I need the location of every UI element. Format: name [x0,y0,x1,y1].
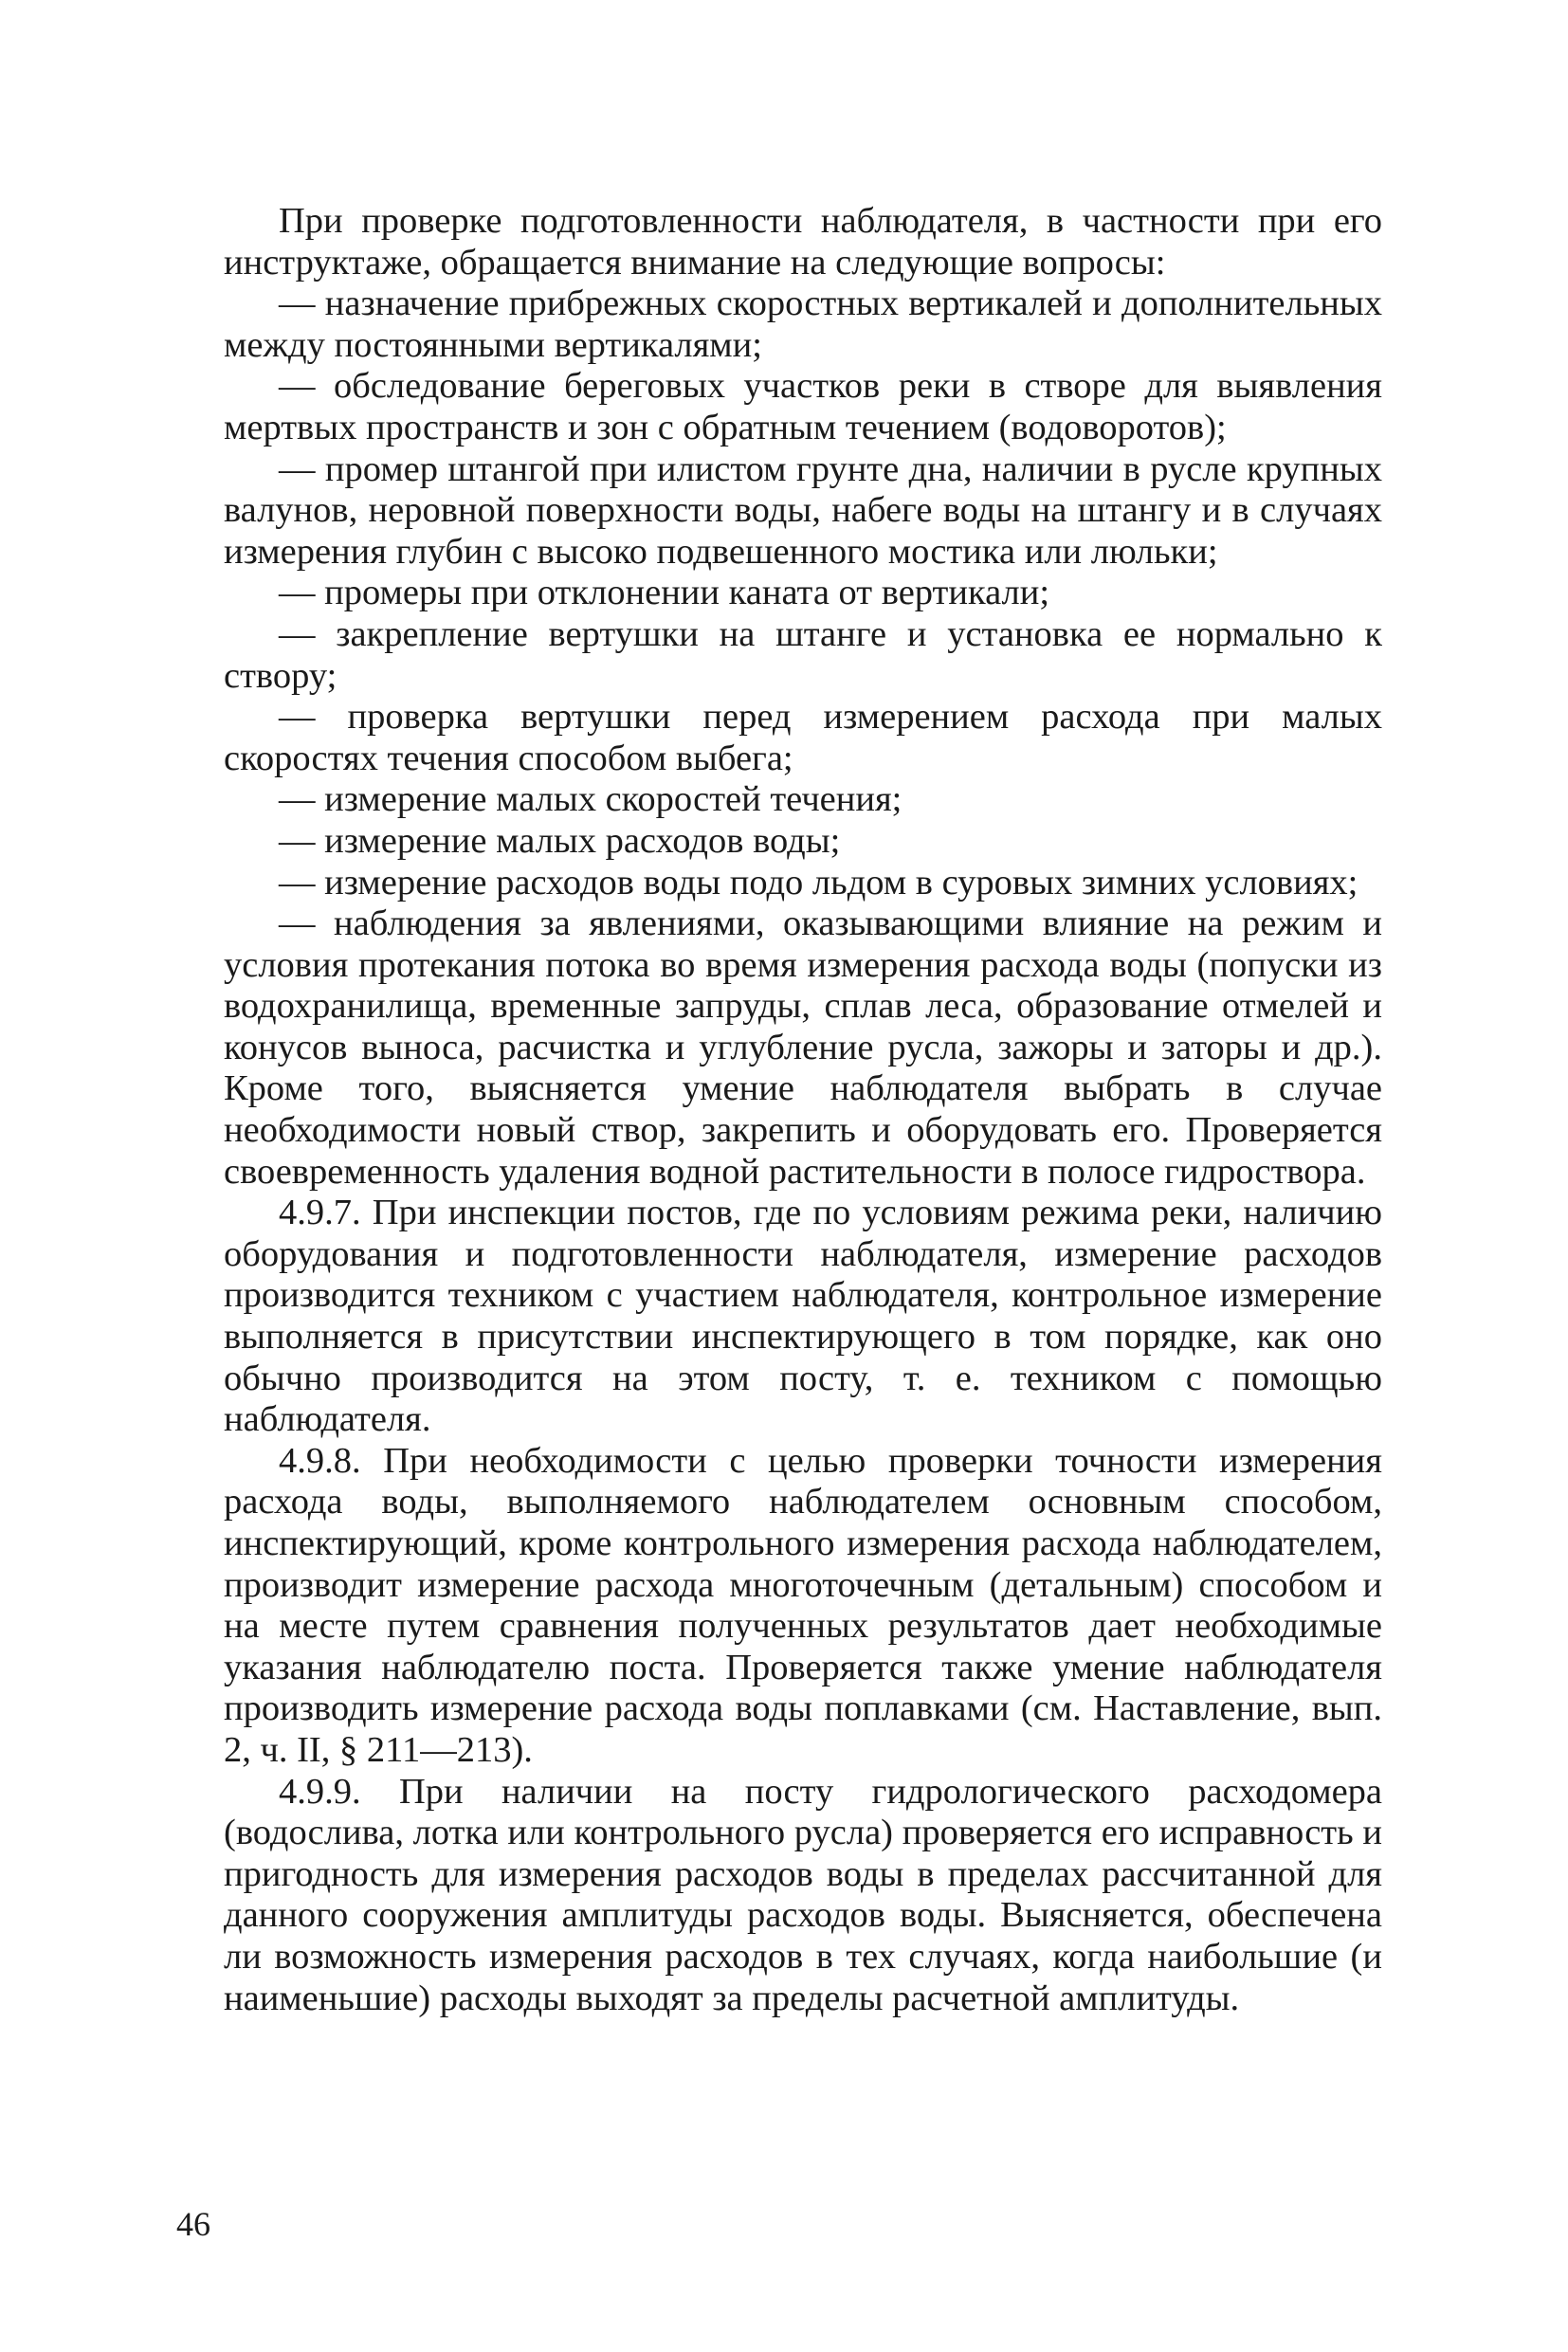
section-paragraph-4-9-8 [224,1441,1382,1772]
page-number: 46 [176,2205,210,2243]
section-number: 4.9.8. [279,1440,361,1481]
section-text: При наличии на посту гидрологического расходомера (водослива, лотка или контрольного русла) проверяется его исправность и пригодность для измерения расходов воды в пределах рассчитанной для данного сооружения амплитуды расходов воды. Выясняется, обеспечена ли возможность измерения расходов в тех случаях, когда наибольшие (и наименьшие) расходы выходят за пределы расчетной амплитуды. [224,1771,1383,2018]
section-number: 4.9.9. [279,1771,361,1812]
document-page [224,201,1382,2268]
list-item: — промеры при отклонении каната от вертикали; [279,573,1050,613]
list-item: — обследование береговых участков реки в створе для выявления мертвых пространств и зон с обратным течением (водоворотов); [224,366,1382,447]
section-number: 4.9.7. [279,1193,361,1233]
list-item: — закрепление вертушки на штанге и установка ее нормально к створу; [224,613,1382,696]
section-paragraph-4-9-9 [224,1772,1382,2020]
list-item: — наблюдения за явлениями, оказывающими влияние на режим и условия протекания потока во время измерения расхода воды (попуски из водохранилища, временные запруды, сплав леса, образование отмелей и конусов выноса, расчистка и углубление русла, зажоры и заторы и др.). Кроме того, выясняется умение наблюдателя выбрать в случае необходимости новый створ, закрепить и оборудовать его. Проверяется своевременность удаления водной растительности в полосе гидроствора. [224,903,1382,1192]
section-text: При инспекции постов, где по условиям режима реки, наличию оборудования и подготовленности наблюдателя, измерение расходов производится техником с участием наблюдателя, контрольное измерение выполняется в присутствии инспектирующего в том порядке, как оно обычно производится на этом посту, т. е. техником с помощью наблюдателя. [224,1193,1382,1440]
list-item: — измерение малых скоростей течения; [279,779,903,820]
list-item: — назначение прибрежных скоростных вертикалей и дополнительных между постоянными вертикалями; [224,283,1382,365]
intro-paragraph: При проверке подготовленности наблюдателя, в частности при его инструктаже, обращается внимание на следующие вопросы: [224,201,1382,283]
list-item: — измерение расходов воды подо льдом в суровых зимних условиях; [279,862,1358,903]
list-item: — проверка вертушки перед измерением расхода при малых скоростях течения способом выбега; [224,697,1382,778]
list-item: — измерение малых расходов воды; [279,820,841,861]
section-paragraph-4-9-7 [224,1193,1382,1441]
section-text: При необходимости с целью проверки точности измерения расхода воды, выполняемого наблюдателем основным способом, инспектирующий, кроме контрольного измерения расхода наблюдателем, производит измерение расхода многоточечным (детальным) способом и на месте путем сравнения полученных результатов дает необходимые указания наблюдателю поста. Проверяется также умение наблюдателя производить измерение расхода воды поплавками (см. Наставление, вып. 2, ч. II, § 211—213). [224,1440,1382,1770]
list-item: — промер штангой при илистом грунте дна, наличии в русле крупных валунов, неровной поверхности воды, набеге воды на штангу и в случаях измерения глубин с высоко подвешенного мостика или люльки; [224,448,1382,572]
